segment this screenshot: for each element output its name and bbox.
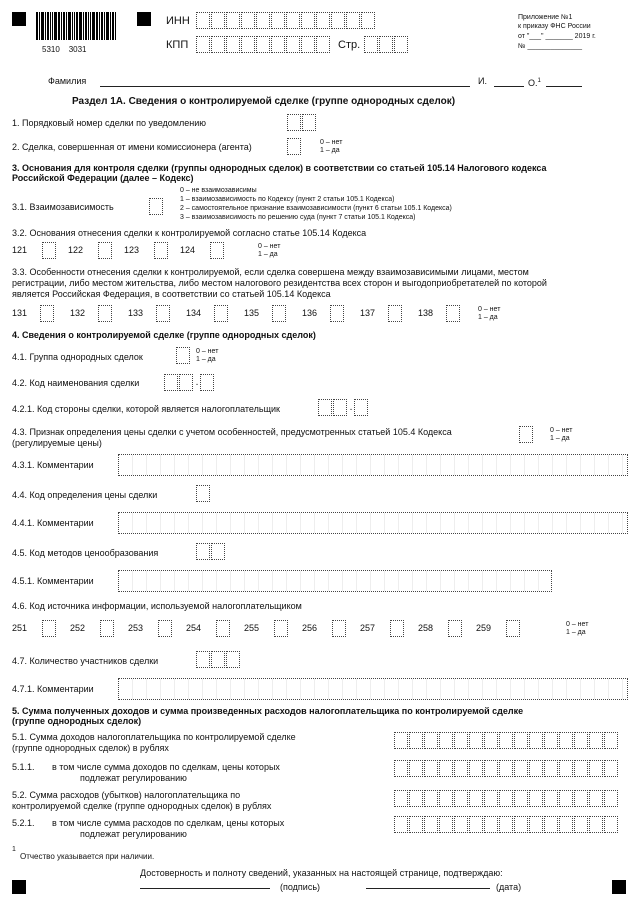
amount-cell[interactable] (514, 816, 528, 833)
code-cell-254[interactable] (216, 620, 230, 637)
field-2-hint-yes: 1 – да (320, 147, 340, 154)
amount-cell[interactable] (409, 816, 423, 833)
field-5-1-cells[interactable] (394, 732, 619, 749)
code-label-131: 131 (12, 308, 28, 318)
amount-cell[interactable] (514, 732, 528, 749)
amount-cell[interactable] (574, 760, 588, 777)
initial2-label: О.$^1$ (528, 78, 541, 88)
field-5-2-label-1: 5.2. Сумма расходов (убытков) налогоплательщика по (12, 790, 241, 800)
field-4-3-hint-yes: 1 – да (550, 435, 570, 442)
code-label-254: 254 (186, 623, 202, 633)
amount-cell[interactable] (559, 816, 573, 833)
amount-cell[interactable] (499, 760, 513, 777)
field-5-1-1-num: 5.1.1. (12, 762, 35, 772)
field-4-5-cells[interactable] (196, 543, 226, 560)
field-4-6-hint-no: 0 – нет (566, 621, 589, 628)
field-4-4-cells[interactable] (196, 485, 211, 502)
field-3-1-label: 3.1. Взаимозависимость (12, 202, 114, 212)
code-label-135: 135 (244, 308, 260, 318)
code-label-138: 138 (418, 308, 434, 318)
field-2-cells[interactable] (287, 138, 302, 155)
surname-line[interactable] (100, 86, 470, 87)
field-4-3-1-label: 4.3.1. Комментарии (12, 460, 94, 470)
field-4-4-label: 4.4. Код определения цены сделки (12, 490, 158, 500)
amount-cell[interactable] (424, 732, 438, 749)
code-cell-134[interactable] (214, 305, 228, 322)
amount-cell[interactable] (439, 732, 453, 749)
amount-cell[interactable] (424, 816, 438, 833)
field-5-2-label-2: контролируемой сделке (группе однородных сделок) в рублях (12, 801, 272, 811)
amount-cell[interactable] (409, 732, 423, 749)
amount-cell[interactable] (589, 760, 603, 777)
amount-cell[interactable] (469, 816, 483, 833)
amount-cell[interactable] (394, 760, 408, 777)
amount-cell[interactable] (574, 816, 588, 833)
date-label: (дата) (496, 882, 522, 892)
code-cell-131[interactable] (40, 305, 54, 322)
field-5-2-1-num: 5.2.1. (12, 818, 35, 828)
field-4-7-label: 4.7. Количество участников сделки (12, 656, 159, 666)
amount-cell[interactable] (589, 732, 603, 749)
code-cell-138[interactable] (446, 305, 460, 322)
amount-cell[interactable] (484, 760, 498, 777)
code-cell-122[interactable] (98, 242, 112, 259)
code-label-137: 137 (360, 308, 376, 318)
code-cell-251[interactable] (42, 620, 56, 637)
footnote-mark: 1 (12, 846, 16, 853)
field-3-1-hint-0: 0 – не взаимозависимы (180, 187, 257, 194)
field-3-2-label: 3.2. Основания отнесения сделки к контролируемой согласно статье 105.14 Кодекса (12, 228, 367, 238)
initial2-line[interactable] (546, 86, 582, 87)
amount-cell[interactable] (499, 732, 513, 749)
field-5-1-label-1: 5.1. Сумма доходов налогоплательщика по контролируемой сделке (12, 732, 296, 742)
amount-cell[interactable] (469, 732, 483, 749)
field-4-3-1-input[interactable] (118, 454, 628, 476)
amount-cell[interactable] (544, 790, 558, 807)
field-5-2-1-label-1: в том числе сумма расходов по сделкам, цены которых (52, 818, 285, 828)
corner-marker-bottom-right (612, 880, 626, 894)
amount-cell[interactable] (454, 790, 468, 807)
amount-cell[interactable] (544, 732, 558, 749)
field-5-1-1-cells[interactable] (394, 760, 619, 777)
code-label-258: 258 (418, 623, 434, 633)
field-4-3-label-1: 4.3. Признак определения цены сделки с учетом особенностей, предусмотренных статьей 105.4 Кодекса (12, 427, 452, 437)
field-4-1-hint-no: 0 – нет (196, 348, 219, 355)
corner-marker-top-mid (137, 12, 151, 26)
amount-cell[interactable] (394, 732, 408, 749)
code-label-256: 256 (302, 623, 318, 633)
field-4-2-label: 4.2. Код наименования сделки (12, 378, 140, 388)
section-3-title-1: 3. Основания для контроля сделки (группы однородных сделок) в соответствии со статьей 105.14 Налогового кодекса (12, 163, 547, 173)
amount-cell[interactable] (394, 816, 408, 833)
field-4-1-hint-yes: 1 – да (196, 356, 216, 363)
field-5-1-1-label-1: в том числе сумма доходов по сделкам, цены которых (52, 762, 280, 772)
amount-cell[interactable] (484, 732, 498, 749)
amount-cell[interactable] (574, 732, 588, 749)
field-4-2-1-cells[interactable]: . (318, 399, 369, 416)
amount-cell[interactable] (454, 732, 468, 749)
footnote-text: Отчество указывается при наличии. (20, 852, 155, 861)
amount-cell[interactable] (529, 790, 543, 807)
confirm-text: Достоверность и полноту сведений, указанных на настоящей странице, подтверждаю: (140, 868, 503, 878)
field-3-3-label-2: регистрации, либо местом жительства, либо местом налогового резидентства всех сторон и выгодоприобретателей по которой (12, 278, 547, 288)
barcode (36, 12, 117, 40)
code-cell-136[interactable] (330, 305, 344, 322)
code-label-255: 255 (244, 623, 260, 633)
field-3-2-hint-yes: 1 – да (258, 251, 278, 258)
page-cells[interactable] (364, 36, 409, 53)
code-label-259: 259 (476, 623, 492, 633)
corner-marker-bottom-left (12, 880, 26, 894)
field-3-3-label-1: 3.3. Особенности отнесения сделки к контролируемой, если сделка совершена между взаимозависимыми лицами, местом (12, 267, 529, 277)
field-3-1-hint-1: 1 – взаимозависимость по Кодексу (пункт 2 статьи 105.1 Кодекса) (180, 196, 395, 203)
code-label-252: 252 (70, 623, 86, 633)
amount-cell[interactable] (559, 760, 573, 777)
inn-cells[interactable] (196, 12, 376, 29)
field-4-5-label: 4.5. Код методов ценообразования (12, 548, 159, 558)
inn-label: ИНН (166, 15, 190, 27)
amount-cell[interactable] (454, 816, 468, 833)
code-cell-253[interactable] (158, 620, 172, 637)
amount-cell[interactable] (604, 760, 618, 777)
amount-cell[interactable] (499, 816, 513, 833)
field-4-3-hint-no: 0 – нет (550, 427, 573, 434)
amount-cell[interactable] (574, 790, 588, 807)
field-5-2-1-label-2: подлежат регулированию (80, 829, 187, 839)
code-label-253: 253 (128, 623, 144, 633)
annex-line-4: № ______________ (518, 43, 582, 50)
initial1-label: И. (478, 76, 487, 86)
field-4-2-1-label: 4.2.1. Код стороны сделки, которой является налогоплательщик (12, 404, 280, 414)
field-4-6-hint-yes: 1 – да (566, 629, 586, 636)
amount-cell[interactable] (589, 790, 603, 807)
field-4-5-1-input[interactable] (118, 570, 552, 592)
code-label-257: 257 (360, 623, 376, 633)
amount-cell[interactable] (544, 816, 558, 833)
code-label-121: 121 (12, 245, 28, 255)
initial1-line[interactable] (494, 86, 524, 87)
field-4-1-cells[interactable] (176, 347, 191, 364)
amount-cell[interactable] (514, 790, 528, 807)
amount-cell[interactable] (544, 760, 558, 777)
code-cell-259[interactable] (506, 620, 520, 637)
amount-cell[interactable] (529, 732, 543, 749)
field-4-2-cells[interactable]: . (164, 374, 215, 391)
amount-cell[interactable] (424, 760, 438, 777)
code-cell-252[interactable] (100, 620, 114, 637)
amount-cell[interactable] (439, 816, 453, 833)
field-4-4-1-input[interactable] (118, 512, 628, 534)
amount-cell[interactable] (604, 816, 618, 833)
code-cell-255[interactable] (274, 620, 288, 637)
annex-line-3: от "___" _______ 2019 г. (518, 33, 596, 40)
corner-marker-top-left (12, 12, 26, 26)
code-cell-257[interactable] (390, 620, 404, 637)
date-line[interactable] (366, 888, 490, 889)
section-5-title-1: 5. Сумма полученных доходов и сумма произведенных расходов налогоплательщика по контролируемой сделке (12, 706, 524, 716)
annex-line-2: к приказу ФНС России (518, 23, 591, 30)
barcode-number: 5310 3031 (42, 45, 87, 54)
field-5-2-1-cells[interactable] (394, 816, 619, 833)
field-5-1-1-label-2: подлежат регулированию (80, 773, 187, 783)
field-4-7-1-label: 4.7.1. Комментарии (12, 684, 94, 694)
field-3-1-hint-2: 2 – самостоятельное признание взаимозависимости (пункт 6 статьи 105.1 Кодекса) (180, 205, 452, 212)
code-label-133: 133 (128, 308, 144, 318)
amount-cell[interactable] (529, 816, 543, 833)
amount-cell[interactable] (439, 790, 453, 807)
amount-cell[interactable] (454, 760, 468, 777)
amount-cell[interactable] (559, 732, 573, 749)
field-3-3-hint-yes: 1 – да (478, 314, 498, 321)
amount-cell[interactable] (469, 760, 483, 777)
field-3-3-label-3: является Российская Федерация, в соответствии со статьей 105.14 Кодекса (12, 289, 331, 299)
field-5-2-cells[interactable] (394, 790, 619, 807)
field-1-label: 1. Порядковый номер сделки по уведомлению (12, 118, 206, 128)
surname-label: Фамилия (48, 76, 87, 86)
code-label-134: 134 (186, 308, 202, 318)
amount-cell[interactable] (394, 790, 408, 807)
field-4-3-label-2: (регулируемые цены) (12, 438, 102, 448)
field-4-4-1-label: 4.4.1. Комментарии (12, 518, 94, 528)
amount-cell[interactable] (604, 732, 618, 749)
code-cell-121[interactable] (42, 242, 56, 259)
field-4-6-label: 4.6. Код источника информации, используемой налогоплательщиком (12, 601, 302, 611)
amount-cell[interactable] (484, 816, 498, 833)
amount-cell[interactable] (424, 790, 438, 807)
code-cell-256[interactable] (332, 620, 346, 637)
code-cell-137[interactable] (388, 305, 402, 322)
code-label-124: 124 (180, 245, 196, 255)
field-2-label: 2. Сделка, совершенная от имени комиссионера (агента) (12, 142, 252, 152)
section-5-title-2: (группе однородных сделок) (12, 716, 142, 726)
code-cell-132[interactable] (98, 305, 112, 322)
amount-cell[interactable] (409, 760, 423, 777)
field-5-1-label-2: (группе однородных сделок) в рублях (12, 743, 169, 753)
amount-cell[interactable] (529, 760, 543, 777)
amount-cell[interactable] (499, 790, 513, 807)
field-4-5-1-label: 4.5.1. Комментарии (12, 576, 94, 586)
amount-cell[interactable] (604, 790, 618, 807)
amount-cell[interactable] (409, 790, 423, 807)
section-title: Раздел 1А. Сведения о контролируемой сделке (группе однородных сделок) (72, 96, 456, 107)
amount-cell[interactable] (589, 816, 603, 833)
field-1-cells[interactable] (287, 114, 317, 131)
field-4-3-cells[interactable] (519, 426, 534, 443)
field-4-7-cells[interactable] (196, 651, 241, 668)
amount-cell[interactable] (559, 790, 573, 807)
field-4-1-label: 4.1. Группа однородных сделок (12, 352, 143, 362)
code-cell-123[interactable] (154, 242, 168, 259)
field-3-1-cells[interactable] (149, 198, 164, 215)
amount-cell[interactable] (439, 760, 453, 777)
code-cell-133[interactable] (156, 305, 170, 322)
code-label-132: 132 (70, 308, 86, 318)
amount-cell[interactable] (469, 790, 483, 807)
field-3-1-hint-3: 3 – взаимозависимость по решению суда (пункт 7 статьи 105.1 Кодекса) (180, 214, 416, 221)
code-label-136: 136 (302, 308, 318, 318)
annex-line-1: Приложение №1 (518, 14, 573, 21)
amount-cell[interactable] (514, 760, 528, 777)
section-4-title: 4. Сведения о контролируемой сделке (группе однородных сделок) (12, 330, 316, 340)
code-cell-135[interactable] (272, 305, 286, 322)
code-label-251: 251 (12, 623, 28, 633)
field-4-7-1-input[interactable] (118, 678, 628, 700)
field-2-hint-no: 0 – нет (320, 139, 343, 146)
signature-line[interactable] (140, 888, 270, 889)
code-label-122: 122 (68, 245, 84, 255)
code-cell-258[interactable] (448, 620, 462, 637)
page-label: Стр. (338, 39, 361, 51)
kpp-cells[interactable] (196, 36, 331, 53)
field-3-3-hint-no: 0 – нет (478, 306, 501, 313)
code-cell-124[interactable] (210, 242, 224, 259)
kpp-label: КПП (166, 39, 189, 51)
code-label-123: 123 (124, 245, 140, 255)
amount-cell[interactable] (484, 790, 498, 807)
section-3-title-2: Российской Федерации (далее – Кодекс) (12, 173, 194, 183)
signature-label: (подпись) (280, 882, 321, 892)
field-3-2-hint-no: 0 – нет (258, 243, 281, 250)
